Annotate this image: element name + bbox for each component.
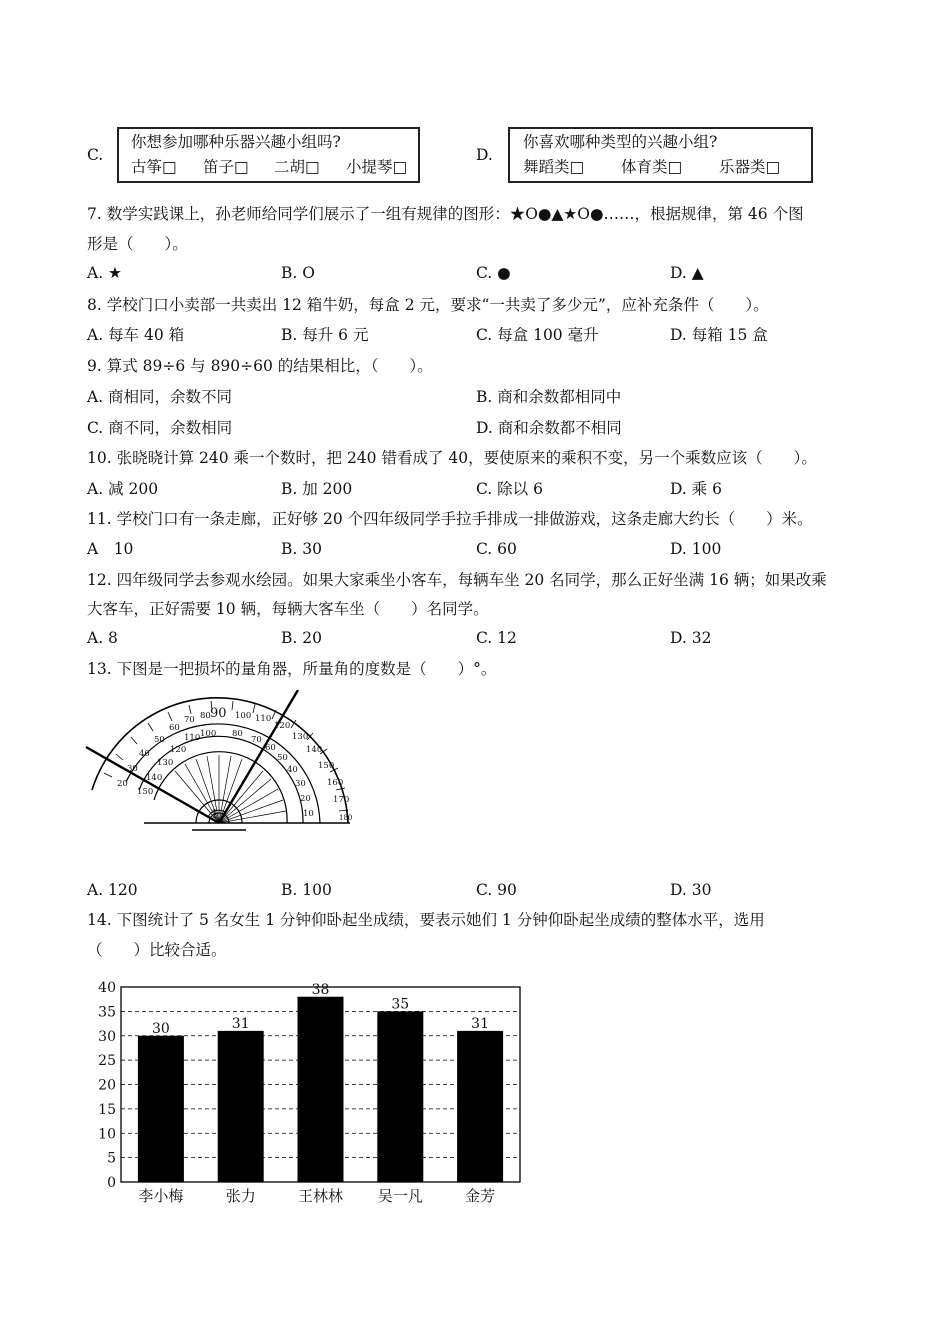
- svg-text:150: 150: [137, 787, 154, 797]
- q9-stem: 9. 算式 89÷6 与 890÷60 的结果相比，（ ）。: [87, 357, 433, 375]
- q6-option-c-choice: 二胡□: [274, 158, 320, 176]
- svg-text:140: 140: [146, 773, 163, 783]
- svg-text:30: 30: [127, 764, 138, 774]
- data-label: 38: [311, 981, 330, 998]
- x-tick-label: 李小梅: [138, 1187, 184, 1205]
- svg-text:60: 60: [169, 723, 180, 733]
- svg-text:150: 150: [318, 761, 335, 771]
- q13-option: C. 90: [476, 881, 517, 899]
- svg-text:140: 140: [306, 745, 323, 755]
- x-tick-label: 金芳: [465, 1187, 496, 1205]
- q14-stem-cont: （ ）比较合适。: [87, 941, 227, 959]
- y-tick-label: 20: [98, 1077, 116, 1094]
- svg-text:70: 70: [251, 735, 262, 745]
- q13-option: D. 30: [670, 881, 712, 899]
- svg-text:20: 20: [300, 794, 311, 804]
- q14-stem: 14. 下图统计了 5 名女生 1 分钟仰卧起坐成绩，要表示她们 1 分钟仰卧起坐成绩的整体水平，选用: [87, 911, 765, 929]
- q12-stem-cont: 大客车，正好需要 10 辆，每辆大客车坐（ ）名同学。: [87, 600, 489, 618]
- bar: [298, 997, 344, 1182]
- svg-text:50: 50: [154, 735, 165, 745]
- sit-up-bar-chart: [90, 972, 530, 1212]
- y-tick-label: 25: [98, 1053, 116, 1070]
- svg-text:70: 70: [184, 715, 195, 725]
- q6-option-c-question: 你想参加哪种乐器兴趣小组吗?: [131, 133, 341, 151]
- q6-option-d-choice: 舞蹈类□: [523, 158, 585, 176]
- q13-option: B. 100: [281, 881, 332, 899]
- svg-text:130: 130: [292, 732, 309, 742]
- q13-stem: 13. 下图是一把损坏的量角器，所量角的度数是（ ）°。: [87, 660, 497, 678]
- q7-option: B. O: [281, 264, 315, 282]
- q10-option: C. 除以 6: [476, 480, 543, 498]
- svg-text:60: 60: [265, 743, 276, 753]
- svg-text:130: 130: [157, 758, 174, 768]
- svg-text:110: 110: [255, 714, 272, 724]
- bar: [218, 1031, 264, 1182]
- y-tick-label: 10: [98, 1126, 116, 1143]
- x-tick-label: 吴一凡: [377, 1187, 423, 1205]
- svg-text:20: 20: [117, 779, 128, 789]
- q6-option-d-box: [508, 127, 813, 183]
- q10-option: D. 乘 6: [670, 480, 723, 498]
- q7-option: D. ▲: [670, 264, 704, 282]
- q12-option: A. 8: [87, 629, 118, 647]
- bar: [377, 1011, 423, 1182]
- protractor-center-label: 90: [210, 706, 227, 721]
- y-tick-label: 30: [98, 1028, 116, 1045]
- bar: [457, 1031, 503, 1182]
- svg-text:120: 120: [274, 721, 291, 731]
- q9-option: A. 商相同，余数不同: [87, 388, 233, 406]
- q9-option: D. 商和余数都不相同: [476, 419, 622, 437]
- svg-text:100: 100: [235, 711, 252, 721]
- q11-option: A 10: [87, 540, 134, 558]
- y-tick-label: 35: [98, 1004, 116, 1021]
- q7-stem-cont: 形是（ ）。: [87, 235, 188, 253]
- q8-option: C. 每盒 100 毫升: [476, 326, 599, 344]
- q12-stem: 12. 四年级同学去参观水绘园。如果大家乘坐小客车，每辆车坐 20 名同学，那么正好坐满 16 辆；如果改乘: [87, 571, 827, 589]
- svg-text:110: 110: [184, 733, 201, 743]
- svg-text:80: 80: [232, 729, 243, 739]
- q8-option: A. 每车 40 箱: [87, 326, 185, 344]
- broken-protractor-figure: [84, 690, 354, 845]
- q6-option-c-choice: 小提琴□: [346, 158, 408, 176]
- y-tick-label: 40: [98, 980, 116, 996]
- q6-option-c-choice: 古筝□: [131, 158, 177, 176]
- q8-stem: 8. 学校门口小卖部一共卖出 12 箱牛奶，每盒 2 元，要求“一共卖了多少元”，应补充条件（ ）。: [87, 296, 769, 314]
- q6-option-d-choice: 乐器类□: [719, 158, 781, 176]
- y-tick-label: 5: [107, 1150, 116, 1167]
- svg-text:40: 40: [287, 765, 298, 775]
- q6-option-d-letter: D.: [476, 146, 493, 164]
- q6-option-d-question: 你喜欢哪种类型的兴趣小组?: [523, 133, 718, 151]
- q13-option: A. 120: [87, 881, 138, 899]
- x-tick-label: 张力: [225, 1187, 256, 1205]
- q10-option: A. 减 200: [87, 480, 159, 498]
- q8-option: D. 每箱 15 盒: [670, 326, 768, 344]
- q7-option: C. ●: [476, 264, 511, 282]
- data-label: 35: [391, 996, 410, 1013]
- svg-text:100: 100: [200, 729, 217, 739]
- q10-stem: 10. 张晓晓计算 240 乘一个数时，把 240 错看成了 40，要使原来的乘积不变，另一个乘数应该（ ）。: [87, 449, 817, 467]
- q12-option: B. 20: [281, 629, 322, 647]
- svg-text:120: 120: [170, 745, 187, 755]
- svg-text:10: 10: [303, 809, 314, 819]
- svg-text:50: 50: [277, 753, 288, 763]
- q12-option: D. 32: [670, 629, 712, 647]
- data-label: 31: [471, 1015, 490, 1032]
- q6-option-d-choice: 体育类□: [621, 158, 683, 176]
- y-tick-label: 0: [107, 1175, 116, 1191]
- svg-text:80: 80: [200, 711, 211, 721]
- x-tick-label: 王林林: [297, 1187, 344, 1205]
- y-tick-label: 15: [98, 1101, 116, 1118]
- q6-option-c-box: [117, 127, 420, 183]
- svg-text:180: 180: [339, 814, 353, 822]
- q7-stem: 7. 数学实践课上，孙老师给同学们展示了一组有规律的图形：★O●▲★O●……，根据规律，第 46 个图: [87, 205, 804, 223]
- bar: [138, 1036, 184, 1182]
- q10-option: B. 加 200: [281, 480, 353, 498]
- q8-option: B. 每升 6 元: [281, 326, 369, 344]
- q6-option-c-choice: 笛子□: [203, 158, 249, 176]
- svg-text:30: 30: [295, 779, 306, 789]
- q7-option: A. ★: [87, 264, 122, 282]
- q11-option: D. 100: [670, 540, 722, 558]
- angle-label: 1: [211, 807, 219, 821]
- q6-option-c-letter: C.: [87, 146, 104, 164]
- q12-option: C. 12: [476, 629, 517, 647]
- svg-text:160: 160: [327, 778, 344, 788]
- q11-option: B. 30: [281, 540, 322, 558]
- data-label: 31: [231, 1015, 250, 1032]
- svg-text:40: 40: [139, 749, 150, 759]
- q9-option: C. 商不同，余数相同: [87, 419, 233, 437]
- q9-option: B. 商和余数都相同中: [476, 388, 622, 406]
- q11-stem: 11. 学校门口有一条走廊，正好够 20 个四年级同学手拉手排成一排做游戏，这条走廊大约长（ ）米。: [87, 510, 813, 528]
- data-label: 30: [151, 1020, 170, 1037]
- q11-option: C. 60: [476, 540, 517, 558]
- svg-text:170: 170: [333, 795, 350, 805]
